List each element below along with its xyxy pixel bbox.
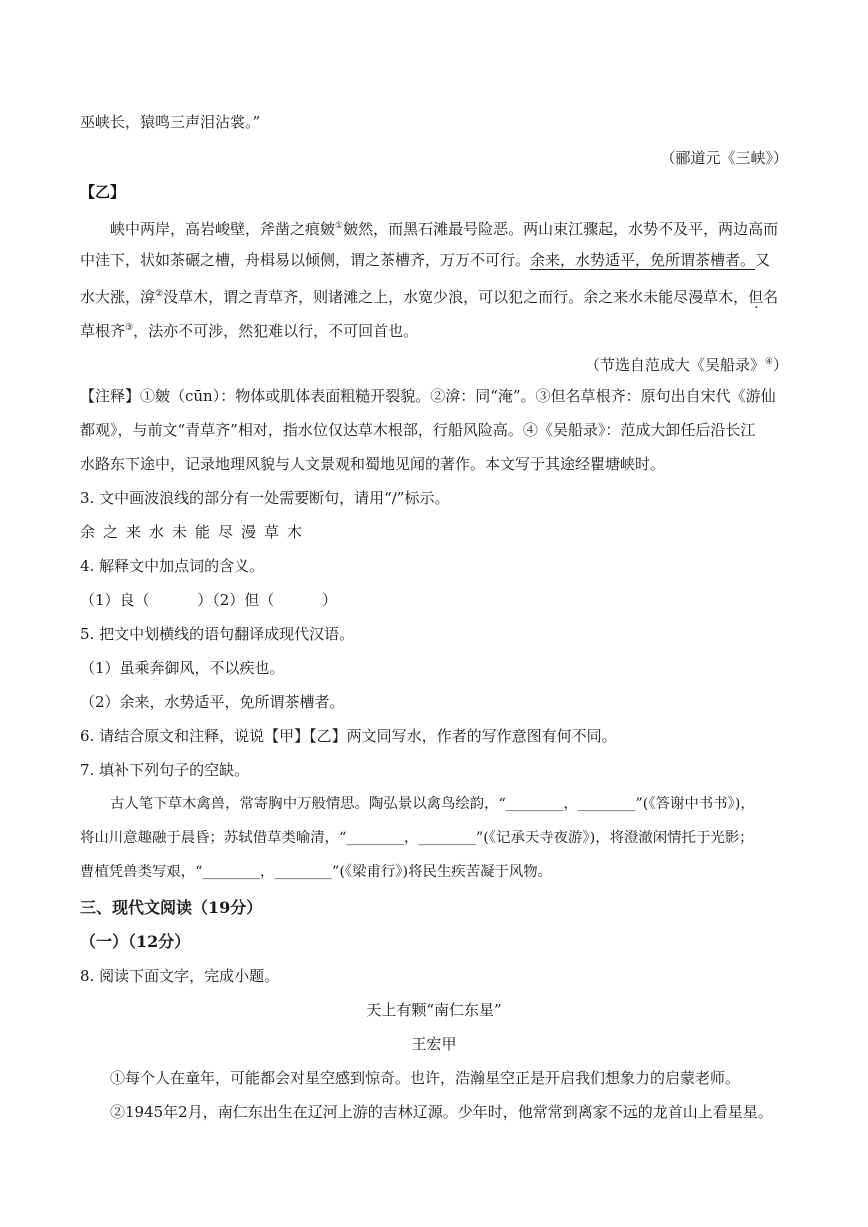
annotation-line: 都观》，与前文“青草齐”相对，指水位仅达草木根部，行船风险高。④《吴船录》：范成大卸任后沿长江 [80,421,756,439]
fill-blank-line: 曹植凭兽类写艰，“________，________”(《梁甫行》)将民生疾苦凝于风物。 [80,864,553,880]
subsection-heading: （一）（12分） [80,932,191,951]
source-citation: （郦道元《三峡》） [660,149,788,167]
article-title: 天上有颗“南仁东星” [366,1001,502,1019]
dotted-word: 但 [748,288,764,306]
section-label: 【乙】 [80,183,126,201]
passage-line: 草根齐③，法亦不可涉，然犯难以行，不可回首也。 [80,322,419,340]
underlined-sentence: 余来，水势适平，免所谓茶槽者。 [530,251,756,269]
article-paragraph: ①每个人在童年，可能都会对星空感到惊奇。也许，浩瀚星空正是开启我们想象力的启蒙老师。 [110,1069,741,1087]
question-5: 5. 把文中划横线的语句翻译成现代汉语。 [80,625,355,643]
sub-question: （1）虽乘奔御风，不以疾也。 [80,659,285,677]
fill-blank-line: 将山川意趣融于晨昏；苏轼借草类喻清，“________，________”(《记承天寺夜游》)，将澄澈闲情托于光影； [80,830,754,846]
answer-blanks: （1）良（ ）（2）但（ ） [80,591,337,609]
question-6: 6. 请结合原文和注释，说说【甲】【乙】两文同写水，作者的写作意图有何不同。 [80,727,617,745]
break-sentence: 余之来水未能尽漫草木 [80,523,311,541]
question-7: 7. 填补下列句子的空缺。 [80,761,250,779]
annotation-line: 【注释】①皴（cūn）：物体或肌体表面粗糙开裂貌。②渰：同“淹”。③但名草根齐：原句出自宋代《游仙 [80,387,776,405]
question-4: 4. 解释文中加点词的含义。 [80,557,265,575]
section-heading: 三、现代文阅读（19分） [80,898,263,917]
annotation-line: 水路东下途中，记录地理风貌与人文景观和蜀地见闻的著作。本文写于其途经瞿塘峡时。 [80,455,666,473]
question-8: 8. 阅读下面文字，完成小题。 [80,967,280,985]
article-author: 王宏甲 [411,1035,457,1053]
fill-blank-line: 古人笔下草木禽兽，常寄胸中万般情思。陶弘景以禽鸟绘韵，“________，________”(《答谢中书书》)， [110,796,755,812]
question-3: 3. 文中画波浪线的部分有一处需要断句，请用“/”标示。 [80,489,450,507]
text-line: 巫峡长，猿鸣三声泪沾裳。” [80,113,261,131]
article-paragraph: ②1945年2月，南仁东出生在辽河上游的吉林辽源。少年时，他常常到离家不远的龙首山上看星星。 [110,1103,773,1121]
passage-line: 水大涨，渰②没草木，谓之青草齐，则诸滩之上，水宽少浪，可以犯之而行。余之来水未能尽漫草木，但名 [80,288,779,306]
passage-line: 峡中两岸，高岩峻壁，斧凿之痕皴①皴然，而黑石滩最号险恶。两山束江骤起，水势不及平，两边高而 [110,220,779,238]
passage-line: 中洼下，状如茶碾之槽，舟楫易以倾侧，谓之茶槽齐，万万不可行。余来，水势适平，免所谓茶槽者。又 [80,251,771,269]
source-citation: （节选自范成大《吴船录》④） [584,356,788,374]
sub-question: （2）余来，水势适平，免所谓茶槽者。 [80,693,345,711]
